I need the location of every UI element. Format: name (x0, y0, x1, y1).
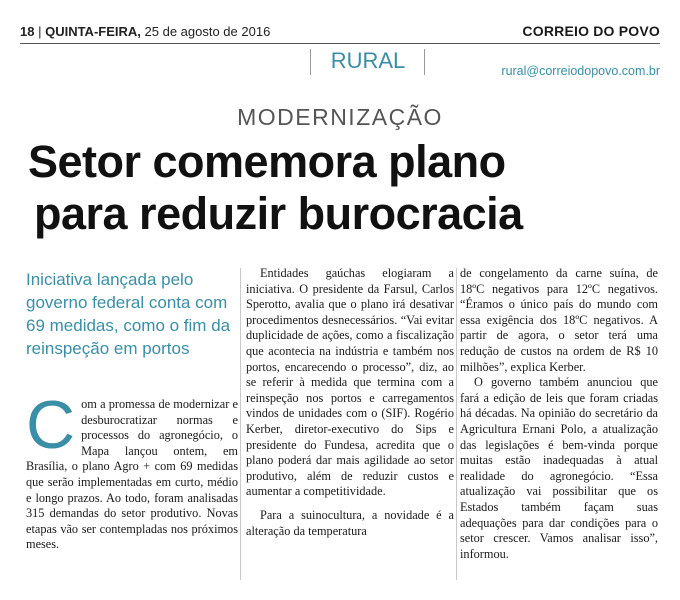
column-3-paragraph-2: O governo também anunciou que fará a edição de leis que foram criadas há décadas. Na opinião do secretário da Agricultura Ernani Polo, a atualização das legislações é bem-vinda porque muitas estão inadequadas à atual realidade do agronegócio. “Essa atualização vai possibilitar que os Estados também façam suas adequações para dar condições para o setor crescer. Vamos analisar isso”, informou. (460, 375, 658, 561)
newspaper-name: CORREIO DO POVO (522, 23, 660, 39)
header-divider (20, 43, 660, 44)
column-2-paragraph-1: Entidades gaúchas elogiaram a iniciativa. O presidente da Farsul, Carlos Sperotto, avalia que o plano irá desativar procedimentos desnecessários. “Vai evitar duplicidade de ações, como a fiscalização que acontecia na indústria e também nos portos, encarecendo o processo”, diz, ao se referir à medida que termina com a reinspeção nos portos e carregamentos vindos de unidades com o (SIF). Rogério Kerber, diretor-executivo do Sips e presidente do Fundesa, acredita que o plano poderá dar mais agilidade ao setor produtivo, além de reduzir custos e aumentar a competitividade. (246, 266, 454, 499)
weekday: QUINTA-FEIRA, (45, 24, 141, 39)
column-rule (240, 268, 241, 580)
section-label: RURAL (330, 48, 406, 73)
article-kicker: MODERNIZAÇÃO (237, 104, 443, 130)
date: 25 de agosto de 2016 (144, 24, 271, 39)
article-column-3 (460, 266, 658, 562)
column-2-paragraph-2: Para a suinocultura, a novidade é a alteração da temperatura (246, 507, 454, 538)
drop-cap: C (26, 387, 76, 463)
page-header (20, 20, 660, 42)
section-divider-left (310, 49, 311, 75)
article-column-1 (26, 387, 238, 553)
article-headline (28, 136, 658, 240)
article-subhead: Iniciativa lançada pelo governo federal conta com 69 medidas, como o fim da reinspeção em portos (26, 270, 231, 358)
section-divider-right (424, 49, 425, 75)
column-rule (456, 268, 457, 580)
headline-line-2: para reduzir burocracia (34, 188, 523, 239)
column-3-paragraph-1: de congelamento da carne suína, de 18ºC negativos para 12ºC negativos. “Éramos o único país do mundo com essa exigência dos 18ºC negativos. A partir de agora, o setor terá uma redução de custos na ordem de R$ 10 milhões”, explica Kerber. (460, 266, 658, 374)
page-number: 18 (20, 24, 35, 39)
section-email: rural@correiodopovo.com.br (501, 64, 660, 78)
column-1-paragraph: om a promessa de modernizar e desburocratizar normas e processos do agronegócio, o Mapa lançou ontem, em Brasília, o plano Agro + com 69 medidas que serão implementadas em curto, médio e longo prazos. Ao todo, foram analisadas 315 demandas do setor produtivo. Novas etapas vão ser contempladas nos próximos meses. (26, 397, 238, 552)
page-dateline: 18 | QUINTA-FEIRA, 25 de agosto de 2016 (20, 24, 271, 39)
headline-line-1: Setor comemora plano (28, 136, 506, 187)
article-column-2 (246, 266, 454, 539)
